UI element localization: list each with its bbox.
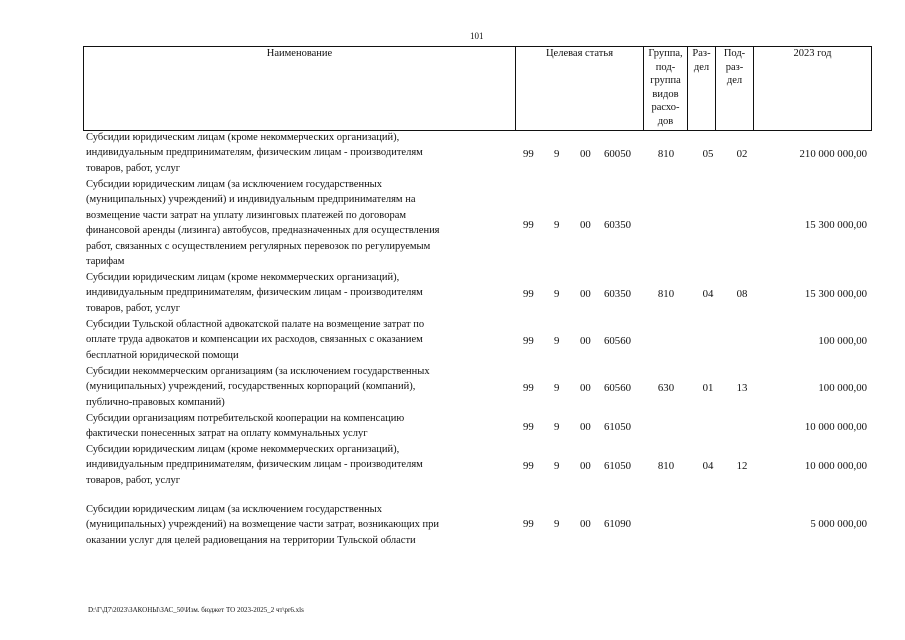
cell-section: 04 — [702, 288, 714, 300]
cell-subprogram: 9 — [554, 518, 560, 530]
cell-subsection: 13 — [736, 382, 748, 394]
cell-amount: 10 000 000,00 — [804, 460, 867, 472]
table-row — [83, 130, 871, 177]
cell-amount: 15 300 000,00 — [804, 288, 867, 300]
cell-code: 61090 — [604, 518, 631, 530]
cell-program: 99 — [523, 518, 534, 530]
cell-subprogram: 9 — [554, 288, 560, 300]
cell-code: 60560 — [604, 335, 631, 347]
cell-direction: 00 — [580, 382, 591, 394]
cell-amount: 10 000 000,00 — [804, 421, 867, 433]
cell-code: 61050 — [604, 421, 631, 433]
page-number: 101 — [470, 31, 484, 41]
cell-subsection: 02 — [736, 148, 748, 160]
cell-subsection: 08 — [736, 288, 748, 300]
row-description: Субсидии некоммерческим организациям (за исключением государственных (муниципальных) учреждений, государственных корпораций (компаний), публично-правовых компаний) — [86, 366, 430, 408]
cell-amount: 100 000,00 — [818, 382, 867, 394]
cell-direction: 00 — [580, 518, 591, 530]
cell-section: 01 — [702, 382, 714, 394]
table-row — [83, 442, 871, 497]
cell-code: 60560 — [604, 382, 631, 394]
table-header — [83, 46, 872, 131]
footer-file-path: D:\Г\Д7\2023\ЗАКОНЫ\ЗАС_50\Изм. бюджет ТО 2023-2025_2 чт\pr6.xls — [88, 606, 304, 614]
cell-program: 99 — [523, 335, 534, 347]
cell-group: 810 — [657, 460, 675, 472]
cell-amount: 5 000 000,00 — [810, 518, 867, 530]
cell-code: 60050 — [604, 148, 631, 160]
cell-program: 99 — [523, 288, 534, 300]
header-section: Раз- дел — [688, 47, 716, 131]
cell-amount: 15 300 000,00 — [804, 219, 867, 231]
cell-section: 05 — [702, 148, 714, 160]
cell-section: 04 — [702, 460, 714, 472]
table-row — [83, 177, 871, 270]
row-description: Субсидии Тульской областной адвокатской палате на возмещение затрат по оплате труда адвокатов и компенсации их расходов, связанных с оказанием бесплатной юридической помощи — [86, 319, 425, 361]
cell-subprogram: 9 — [554, 335, 560, 347]
table-row — [83, 317, 871, 364]
header-group: Группа, под- группа видов расхо- дов — [644, 47, 688, 131]
cell-direction: 00 — [580, 460, 591, 472]
header-year: 2023 год — [754, 47, 872, 131]
cell-subsection: 12 — [736, 460, 748, 472]
cell-subprogram: 9 — [554, 219, 560, 231]
header-subsection: Под- раз- дел — [716, 47, 754, 131]
cell-program: 99 — [523, 148, 534, 160]
table-row — [83, 364, 871, 411]
cell-direction: 00 — [580, 335, 591, 347]
table-row — [83, 502, 871, 549]
cell-subprogram: 9 — [554, 382, 560, 394]
cell-program: 99 — [523, 460, 534, 472]
cell-program: 99 — [523, 382, 534, 394]
cell-direction: 00 — [580, 219, 591, 231]
cell-group: 810 — [657, 288, 675, 300]
cell-amount: 100 000,00 — [818, 335, 867, 347]
cell-code: 60350 — [604, 288, 631, 300]
cell-group: 810 — [657, 148, 675, 160]
header-name: Наименование — [84, 47, 516, 131]
cell-amount: 210 000 000,00 — [799, 148, 867, 160]
table-row — [83, 270, 871, 317]
row-description: Субсидии юридическим лицам (кроме некоммерческих организаций), индивидуальным предпринимателям, физическим лицам - производителям товаров, работ, услуг — [86, 272, 423, 314]
row-description: Субсидии юридическим лицам (за исключением государственных (муниципальных) учреждений) и индивидуальным предпринимателям на возмещение части затрат на уплату лизинговых платежей по договорам финансовой аренды (лизинга) автобусов, предназначенных для осуществления работ, связанных с осуществлением регулярных перевозок по регулируемым тарифам — [86, 179, 440, 268]
cell-direction: 00 — [580, 288, 591, 300]
cell-subprogram: 9 — [554, 148, 560, 160]
header-target-item: Целевая статья — [516, 47, 644, 131]
row-description: Субсидии юридическим лицам (кроме некоммерческих организаций), индивидуальным предпринимателям, физическим лицам - производителям товаров, работ, услуг — [86, 132, 423, 174]
cell-code: 61050 — [604, 460, 631, 472]
row-description: Субсидии юридическим лицам (за исключением государственных (муниципальных) учреждений) на возмещение части затрат, возникающих при оказании услуг для целей радиовещания на территории Тульской области — [86, 504, 440, 546]
cell-subprogram: 9 — [554, 460, 560, 472]
cell-direction: 00 — [580, 421, 591, 433]
row-description: Субсидии организациям потребительской кооперации на компенсацию фактически понесенных затрат на оплату коммунальных услуг — [86, 413, 405, 440]
cell-program: 99 — [523, 219, 534, 231]
row-description: Субсидии юридическим лицам (кроме некоммерческих организаций), индивидуальным предпринимателям, физическим лицам - производителям товаров, работ, услуг — [86, 444, 423, 486]
cell-group: 630 — [657, 382, 675, 394]
table-row — [83, 411, 871, 442]
cell-direction: 00 — [580, 148, 591, 160]
cell-program: 99 — [523, 421, 534, 433]
cell-subprogram: 9 — [554, 421, 560, 433]
cell-code: 60350 — [604, 219, 631, 231]
